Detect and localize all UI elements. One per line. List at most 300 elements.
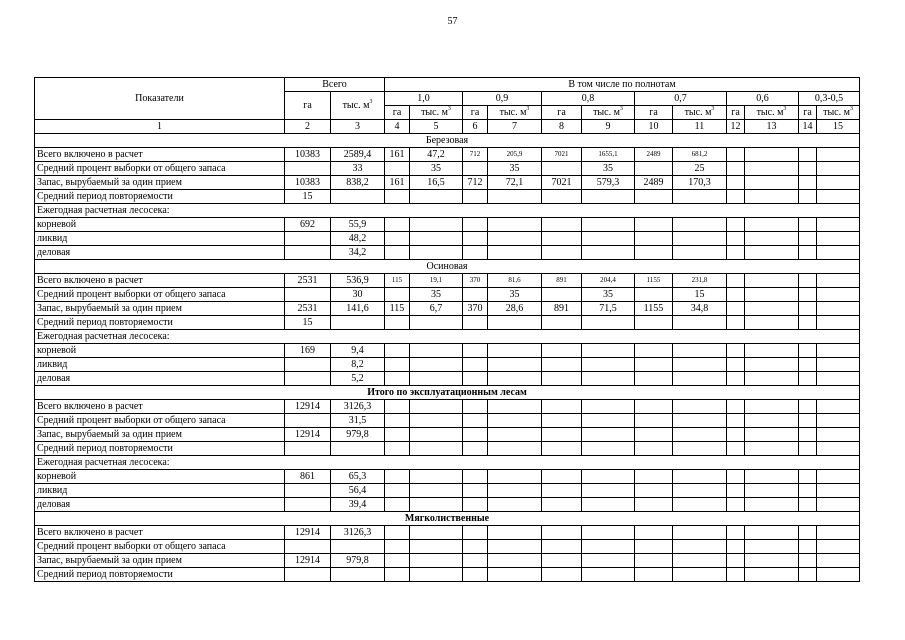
- table-row: [35, 302, 860, 316]
- column-number: 10: [635, 120, 673, 134]
- table-row: [35, 190, 860, 204]
- table-cell: [635, 190, 673, 204]
- column-number: 5: [410, 120, 463, 134]
- table-cell: 39,4: [331, 498, 385, 512]
- table-cell: [745, 568, 799, 582]
- table-cell: [410, 344, 463, 358]
- table-row: [35, 344, 860, 358]
- table-cell: [799, 540, 817, 554]
- table-cell: [727, 232, 745, 246]
- table-cell: [488, 190, 542, 204]
- table-cell: [799, 316, 817, 330]
- table-cell: [542, 484, 582, 498]
- table-cell: [727, 302, 745, 316]
- table-cell: [463, 358, 488, 372]
- table-cell: [799, 484, 817, 498]
- table-cell: [542, 316, 582, 330]
- table-cell: 47,2: [410, 148, 463, 162]
- table-cell: [745, 554, 799, 568]
- page-number: 57: [447, 16, 458, 27]
- row-label: Средний процент выборки от общего запаса: [35, 414, 285, 428]
- header-density-volume: [410, 106, 463, 120]
- table-cell: [799, 372, 817, 386]
- table-cell: 34,8: [673, 302, 727, 316]
- table-cell: [385, 470, 410, 484]
- table-cell: [463, 316, 488, 330]
- table-cell: 30: [331, 288, 385, 302]
- table-cell: [385, 232, 410, 246]
- table-row: [35, 232, 860, 246]
- row-label: ликвид: [35, 358, 285, 372]
- table-cell: [463, 526, 488, 540]
- table-cell: [673, 554, 727, 568]
- table-cell: [542, 400, 582, 414]
- table-cell: [385, 428, 410, 442]
- table-cell: [582, 442, 635, 456]
- table-cell: 370: [463, 274, 488, 288]
- table-cell: [488, 358, 542, 372]
- table-cell: [410, 540, 463, 554]
- table-cell: 15: [285, 316, 331, 330]
- row-label: корневой: [35, 344, 285, 358]
- header-density-4: 0,7: [635, 92, 727, 106]
- table-cell: [635, 232, 673, 246]
- table-cell: [385, 316, 410, 330]
- header-density-volume-unit: тыс. м: [756, 107, 784, 118]
- row-label: Ежегодная расчетная лесосека:: [35, 456, 285, 470]
- table-cell: [817, 498, 860, 512]
- column-number: 13: [745, 120, 799, 134]
- header-density-1: 1,0: [385, 92, 463, 106]
- table-cell: 35: [410, 162, 463, 176]
- table-row: [35, 204, 860, 218]
- table-cell: [745, 498, 799, 512]
- table-cell: [410, 218, 463, 232]
- table-cell: [727, 540, 745, 554]
- header-density-ha: га: [799, 106, 817, 120]
- table-cell: [727, 358, 745, 372]
- table-row: [35, 274, 860, 288]
- table-cell: [385, 218, 410, 232]
- table-cell: [410, 568, 463, 582]
- table-cell: [488, 498, 542, 512]
- header-total-volume-unit: тыс. м: [342, 100, 370, 111]
- table-cell: [542, 428, 582, 442]
- table-cell: [410, 414, 463, 428]
- table-cell: [799, 470, 817, 484]
- table-cell: [385, 540, 410, 554]
- row-label: ликвид: [35, 232, 285, 246]
- table-cell: [673, 316, 727, 330]
- table-cell: [410, 442, 463, 456]
- table-row: [35, 246, 860, 260]
- table-cell: 1155: [635, 274, 673, 288]
- row-label: Всего включено в расчет: [35, 526, 285, 540]
- table-cell: [745, 288, 799, 302]
- table-cell: 35: [488, 288, 542, 302]
- header-density-volume: [745, 106, 799, 120]
- table-cell: [542, 540, 582, 554]
- row-label: Ежегодная расчетная лесосека:: [35, 330, 285, 344]
- table-cell: [542, 442, 582, 456]
- header-row-1: [35, 78, 860, 92]
- row-label: Всего включено в расчет: [35, 274, 285, 288]
- table-cell: [385, 554, 410, 568]
- header-density-volume-unit: тыс. м: [593, 107, 620, 118]
- table-cell: [673, 540, 727, 554]
- table-cell: [635, 442, 673, 456]
- table-cell: [488, 344, 542, 358]
- table-cell: [463, 232, 488, 246]
- table-cell: [799, 414, 817, 428]
- table-cell: 34,2: [331, 246, 385, 260]
- table-cell: 33: [331, 162, 385, 176]
- table-cell: 7021: [542, 176, 582, 190]
- table-row: [35, 526, 860, 540]
- table-cell: [799, 568, 817, 582]
- table-cell: [410, 190, 463, 204]
- table-cell: [582, 568, 635, 582]
- table-row: [35, 498, 860, 512]
- table-cell: [799, 162, 817, 176]
- table-cell: 55,9: [331, 218, 385, 232]
- table-cell: 712: [463, 148, 488, 162]
- header-density-6: 0,3-0,5: [799, 92, 860, 106]
- table-cell: 1155: [635, 302, 673, 316]
- section-title-row: [35, 386, 860, 400]
- table-cell: [285, 414, 331, 428]
- table-cell: [488, 526, 542, 540]
- table-row: [35, 428, 860, 442]
- table-cell: [635, 554, 673, 568]
- row-label: Средний процент выборки от общего запаса: [35, 288, 285, 302]
- table-cell: [727, 190, 745, 204]
- table-cell: 35: [582, 288, 635, 302]
- table-cell: [385, 246, 410, 260]
- row-label: деловая: [35, 246, 285, 260]
- table-cell: [727, 568, 745, 582]
- table-cell: [488, 442, 542, 456]
- table-cell: [745, 442, 799, 456]
- table-cell: [727, 246, 745, 260]
- table-cell: 7021: [542, 148, 582, 162]
- table-cell: [727, 484, 745, 498]
- row-label: Средний период повторяемости: [35, 568, 285, 582]
- row-label: корневой: [35, 470, 285, 484]
- header-density-volume-unit: тыс. м: [684, 107, 712, 118]
- table-cell: 5,2: [331, 372, 385, 386]
- table-row: [35, 400, 860, 414]
- header-density-volume-unit: тыс. м: [823, 107, 850, 118]
- table-cell: [745, 358, 799, 372]
- table-cell: [817, 526, 860, 540]
- table-cell: [673, 568, 727, 582]
- header-by-density: В том числе по полнотам: [385, 78, 860, 92]
- table-row: [35, 470, 860, 484]
- table-cell: [582, 526, 635, 540]
- table-cell: [582, 428, 635, 442]
- table-cell: [745, 372, 799, 386]
- table-cell: 3126,3: [331, 400, 385, 414]
- table-cell: [727, 176, 745, 190]
- header-density-volume-exp: 3: [526, 106, 530, 112]
- table-cell: [635, 568, 673, 582]
- table-cell: [673, 484, 727, 498]
- table-cell: 19,1: [410, 274, 463, 288]
- table-cell: [799, 288, 817, 302]
- header-density-volume-exp: 3: [711, 106, 715, 112]
- column-number: 12: [727, 120, 745, 134]
- table-row: [35, 484, 860, 498]
- table-cell: [385, 288, 410, 302]
- table-cell: 10383: [285, 148, 331, 162]
- table-cell: [582, 218, 635, 232]
- table-cell: [542, 554, 582, 568]
- table-cell: [542, 190, 582, 204]
- cutting-area-table: [34, 77, 860, 582]
- header-total: Всего: [285, 78, 385, 92]
- table-cell: 1655,1: [582, 148, 635, 162]
- table-cell: [745, 232, 799, 246]
- table-cell: [727, 400, 745, 414]
- table-cell: [673, 372, 727, 386]
- table-cell: [385, 442, 410, 456]
- column-number: 1: [35, 120, 285, 134]
- row-label: Ежегодная расчетная лесосека:: [35, 204, 285, 218]
- table-cell: [745, 302, 799, 316]
- table-cell: [463, 540, 488, 554]
- table-cell: [410, 484, 463, 498]
- table-row: [35, 358, 860, 372]
- table-cell: [542, 358, 582, 372]
- table-cell: 891: [542, 274, 582, 288]
- table-cell: [635, 372, 673, 386]
- table-cell: [542, 498, 582, 512]
- table-row: [35, 162, 860, 176]
- table-cell: [582, 344, 635, 358]
- header-density-volume-exp: 3: [447, 106, 451, 112]
- table-cell: [331, 442, 385, 456]
- table-cell: [410, 372, 463, 386]
- header-density-volume-exp: 3: [783, 106, 787, 112]
- table-cell: [385, 344, 410, 358]
- table-cell: [727, 498, 745, 512]
- section-title-row: [35, 260, 860, 274]
- table-cell: [488, 568, 542, 582]
- table-cell: 115: [385, 302, 410, 316]
- table-cell: 48,2: [331, 232, 385, 246]
- table-cell: [635, 484, 673, 498]
- table-cell: [727, 526, 745, 540]
- row-label: деловая: [35, 372, 285, 386]
- table-cell: [542, 162, 582, 176]
- table-cell: 15: [285, 190, 331, 204]
- table-cell: [582, 246, 635, 260]
- table-cell: [727, 344, 745, 358]
- table-cell: [488, 470, 542, 484]
- table-cell: [799, 176, 817, 190]
- table-row: [35, 568, 860, 582]
- table-cell: [635, 316, 673, 330]
- table-cell: 72,1: [488, 176, 542, 190]
- table-cell: 15: [673, 288, 727, 302]
- table-row: [35, 442, 860, 456]
- table-cell: [745, 414, 799, 428]
- table-cell: [410, 428, 463, 442]
- table-cell: 2589,4: [331, 148, 385, 162]
- table-cell: [463, 568, 488, 582]
- table-cell: [488, 414, 542, 428]
- table-cell: [745, 428, 799, 442]
- table-cell: [727, 414, 745, 428]
- table-cell: [673, 358, 727, 372]
- table-cell: [799, 148, 817, 162]
- table-cell: 161: [385, 148, 410, 162]
- table-cell: [488, 540, 542, 554]
- table-cell: 16,5: [410, 176, 463, 190]
- table-cell: [727, 162, 745, 176]
- table-cell: [463, 470, 488, 484]
- table-cell: [817, 316, 860, 330]
- table-cell: [285, 498, 331, 512]
- table-cell: 204,4: [582, 274, 635, 288]
- table-cell: [463, 218, 488, 232]
- table-cell: [542, 288, 582, 302]
- table-cell: [727, 218, 745, 232]
- table-cell: 170,3: [673, 176, 727, 190]
- header-indicators: Показатели: [35, 78, 285, 120]
- table-cell: 231,8: [673, 274, 727, 288]
- table-cell: [799, 274, 817, 288]
- table-cell: [488, 484, 542, 498]
- table-cell: [488, 232, 542, 246]
- table-cell: [635, 246, 673, 260]
- table-cell: [673, 470, 727, 484]
- table-cell: [285, 372, 331, 386]
- table-cell: [745, 484, 799, 498]
- table-cell: [488, 316, 542, 330]
- table-cell: [817, 288, 860, 302]
- table-cell: [410, 400, 463, 414]
- table-cell: [745, 176, 799, 190]
- table-row: [35, 414, 860, 428]
- header-density-volume-exp: 3: [619, 106, 623, 112]
- table-cell: [745, 148, 799, 162]
- table-row: [35, 148, 860, 162]
- table-cell: [582, 232, 635, 246]
- table-cell: [727, 148, 745, 162]
- row-label: ликвид: [35, 484, 285, 498]
- table-cell: [817, 148, 860, 162]
- table-cell: [817, 274, 860, 288]
- table-cell: [727, 428, 745, 442]
- table-cell: 6,7: [410, 302, 463, 316]
- table-cell: [745, 316, 799, 330]
- table-cell: [331, 568, 385, 582]
- table-cell: [799, 498, 817, 512]
- table-cell: [542, 372, 582, 386]
- table-cell: [463, 484, 488, 498]
- table-cell: [582, 358, 635, 372]
- table-cell: 81,6: [488, 274, 542, 288]
- header-density-volume-unit: тыс. м: [421, 107, 448, 118]
- table-cell: [635, 526, 673, 540]
- table-cell: [799, 344, 817, 358]
- table-cell: [463, 190, 488, 204]
- table-cell: 169: [285, 344, 331, 358]
- table-cell: [745, 470, 799, 484]
- table-cell: [727, 470, 745, 484]
- table-cell: [582, 554, 635, 568]
- table-cell: [817, 190, 860, 204]
- table-cell: [799, 232, 817, 246]
- table-cell: 12914: [285, 526, 331, 540]
- table-cell: [542, 414, 582, 428]
- table-cell: [635, 498, 673, 512]
- table-cell: [745, 526, 799, 540]
- table-cell: [410, 526, 463, 540]
- row-label: Запас, вырубаемый за один прием: [35, 428, 285, 442]
- table-cell: [673, 190, 727, 204]
- table-cell: [285, 540, 331, 554]
- table-cell: [285, 288, 331, 302]
- table-cell: 891: [542, 302, 582, 316]
- table-cell: [799, 428, 817, 442]
- table-cell: [285, 442, 331, 456]
- column-number: 11: [673, 120, 727, 134]
- table-cell: [582, 372, 635, 386]
- table-cell: 115: [385, 274, 410, 288]
- table-cell: [745, 400, 799, 414]
- table-cell: [817, 176, 860, 190]
- section-title-row: [35, 512, 860, 526]
- table-cell: [817, 372, 860, 386]
- table-row: [35, 288, 860, 302]
- table-cell: 536,9: [331, 274, 385, 288]
- table-body: [35, 134, 860, 582]
- table-cell: [285, 484, 331, 498]
- column-number: 14: [799, 120, 817, 134]
- column-number: 2: [285, 120, 331, 134]
- table-cell: [385, 498, 410, 512]
- table-row: [35, 372, 860, 386]
- table-cell: [745, 274, 799, 288]
- table-cell: [331, 190, 385, 204]
- table-cell: [727, 554, 745, 568]
- table-cell: [285, 456, 860, 470]
- table-cell: 579,3: [582, 176, 635, 190]
- table-cell: [799, 190, 817, 204]
- table-cell: [817, 218, 860, 232]
- table-cell: [410, 470, 463, 484]
- table-cell: 8,2: [331, 358, 385, 372]
- table-cell: [582, 414, 635, 428]
- table-cell: [745, 344, 799, 358]
- table-cell: [745, 190, 799, 204]
- table-cell: 12914: [285, 428, 331, 442]
- table-cell: [285, 162, 331, 176]
- column-number: 8: [542, 120, 582, 134]
- table-cell: [463, 246, 488, 260]
- table-cell: [542, 232, 582, 246]
- section-title: Мягколиственные: [35, 512, 860, 526]
- table-cell: 370: [463, 302, 488, 316]
- table-cell: [385, 484, 410, 498]
- table-cell: [582, 484, 635, 498]
- table-cell: [817, 246, 860, 260]
- table-cell: [817, 400, 860, 414]
- column-number: 7: [488, 120, 542, 134]
